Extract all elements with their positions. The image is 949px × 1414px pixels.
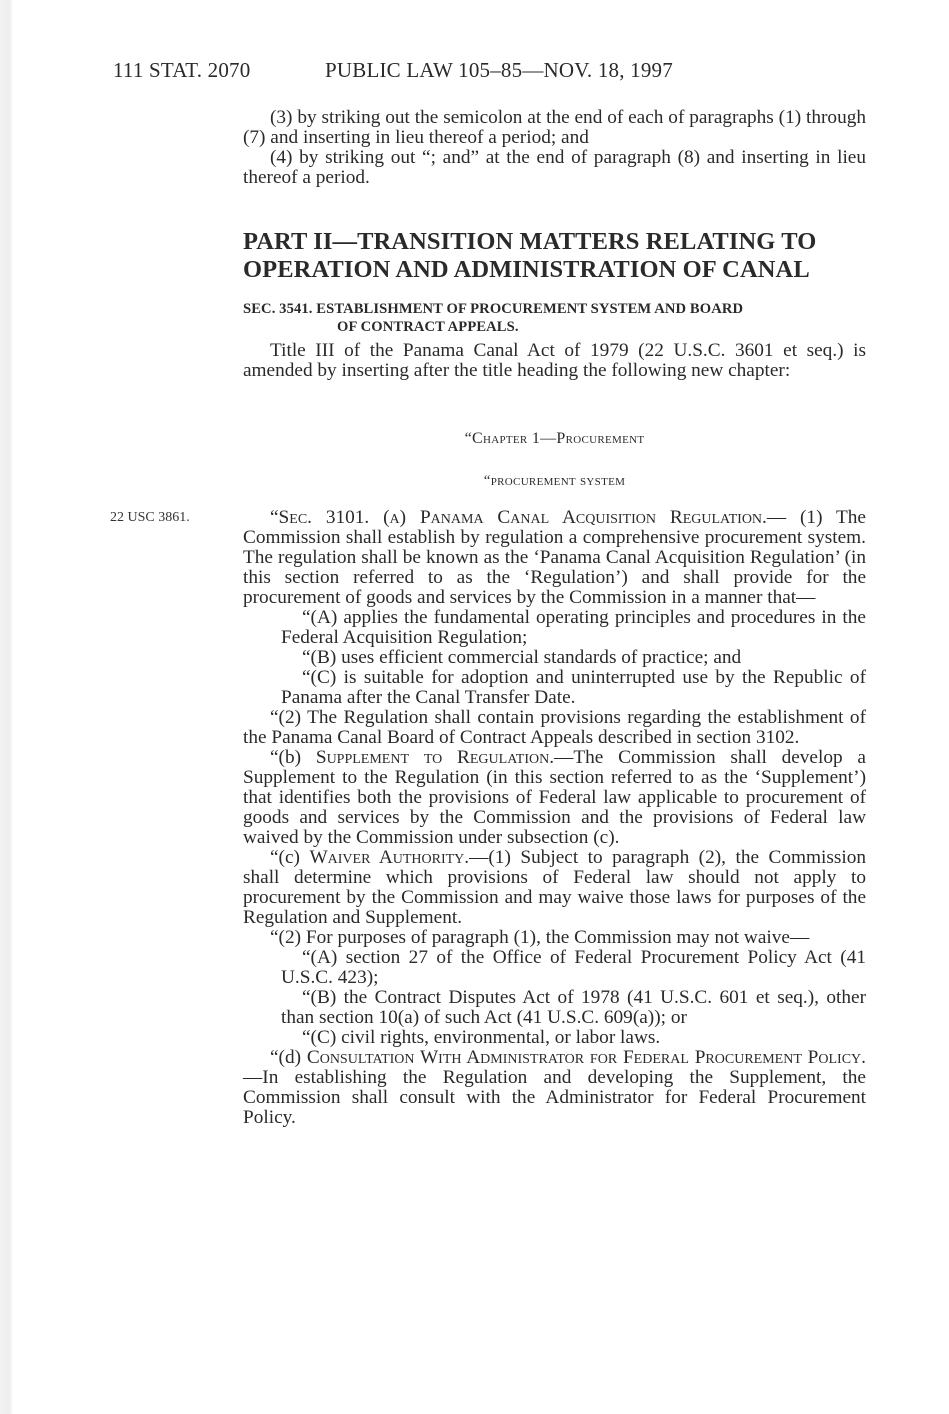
subsection-a-text: — (1) The Commission shall establish by regulation a comprehensive procurement system. The regulation shall be known as the ‘Panama Canal Acquisition Regulation’ (in this section referred to as the ‘Regulation’) and shall provide for the procurement of goods and services by the Commission in a manner that—: [243, 507, 866, 608]
subsection-b-heading: Supplement to Regulation.: [315, 747, 555, 768]
amendment-paragraphs: [243, 108, 866, 188]
clause-c-C: “(C) civil rights, environmental, or labor laws.: [302, 1027, 661, 1048]
subsection-a-lead: “Sec. 3101. (a): [270, 507, 420, 528]
chapter-heading: “Chapter 1—Procurement: [464, 430, 645, 447]
paragraph-4: (4) by striking out “; and” at the end of paragraph (8) and inserting in lieu thereof a period.: [243, 147, 866, 188]
paragraph-a-2: “(2) The Regulation shall contain provisions regarding the establishment of the Panama Canal Board of Contract Appeals described in section 3102.: [243, 707, 866, 748]
section-heading-line2: OF CONTRACT APPEALS.: [337, 319, 519, 335]
section-intro-text: Title III of the Panama Canal Act of 1979 (22 U.S.C. 3601 et seq.) is amended by inserting after the title heading the following new chapter:: [243, 340, 866, 381]
paragraph-c-2: “(2) For purposes of paragraph (1), the Commission may not waive—: [270, 927, 810, 948]
subsection-d-text: —In establishing the Regulation and developing the Supplement, the Commission shall consult with the Administrator for Federal Procurement Policy.: [243, 1067, 866, 1128]
subsection-b: [243, 748, 866, 848]
section-intro: [243, 341, 866, 381]
subsection-a-heading: Panama Canal Acquisition Regulation.: [419, 507, 767, 528]
clause-c-A: “(A) section 27 of the Office of Federal Procurement Policy Act (41 U.S.C. 423);: [281, 947, 866, 988]
subsection-c: [243, 848, 866, 928]
margin-citation: 22 USC 3861.: [110, 510, 190, 525]
clause-a-C: “(C) is suitable for adoption and uninterrupted use by the Republic of Panama after the Canal Transfer Date.: [281, 667, 866, 708]
subsection-d-lead: “(d): [270, 1047, 307, 1068]
subsection-d-heading: Consultation With Administrator for Federal Procurement Policy.: [306, 1047, 866, 1068]
clause-a-B: “(B) uses efficient commercial standards of practice; and: [302, 647, 742, 668]
section-heading: [243, 300, 866, 336]
scan-page-edge: [0, 0, 12, 1414]
section-heading-line1: SEC. 3541. ESTABLISHMENT OF PROCUREMENT SYSTEM AND BOARD: [243, 301, 744, 317]
sec-3101-body: [243, 508, 866, 1128]
subsection-b-text: —The Commission shall develop a Supplement to the Regulation (in this section referred to as the ‘Supplement’) that identifies both the provisions of Federal law applicable to procurement of goods and services by the Commission and the provisions of Federal law waived by the Commission under subsection (c).: [243, 747, 866, 848]
subsection-c-text: —(1) Subject to paragraph (2), the Commission shall determine which provisions of Federal law should not apply to procurement by the Commission and may waive those laws for purposes of the Regulation and Supplement.: [243, 847, 866, 928]
subsection-c-lead: “(c): [270, 847, 310, 868]
part-heading: PART II—TRANSITION MATTERS RELATING TO OPERATION AND ADMINISTRATION OF CANAL: [243, 228, 817, 283]
subsection-b-lead: “(b): [270, 747, 316, 768]
clause-c-B: “(B) the Contract Disputes Act of 1978 (41 U.S.C. 601 et seq.), other than section 10(a) of such Act (41 U.S.C. 609(a)); or: [281, 987, 866, 1028]
public-law-running-head: PUBLIC LAW 105–85—NOV. 18, 1997: [325, 58, 673, 82]
paragraph-3: (3) by striking out the semicolon at the end of each of paragraphs (1) through (7) and inserting in lieu thereof a period; and: [243, 107, 866, 148]
subsection-d: [243, 1048, 866, 1128]
statute-page-number: 111 STAT. 2070: [113, 58, 251, 82]
clause-a-A: “(A) applies the fundamental operating principles and procedures in the Federal Acquisition Regulation;: [281, 607, 866, 648]
subsection-a: [243, 508, 866, 608]
subsection-c-heading: Waiver Authority.: [309, 847, 470, 868]
chapter-subheading: “procurement system: [483, 473, 626, 489]
